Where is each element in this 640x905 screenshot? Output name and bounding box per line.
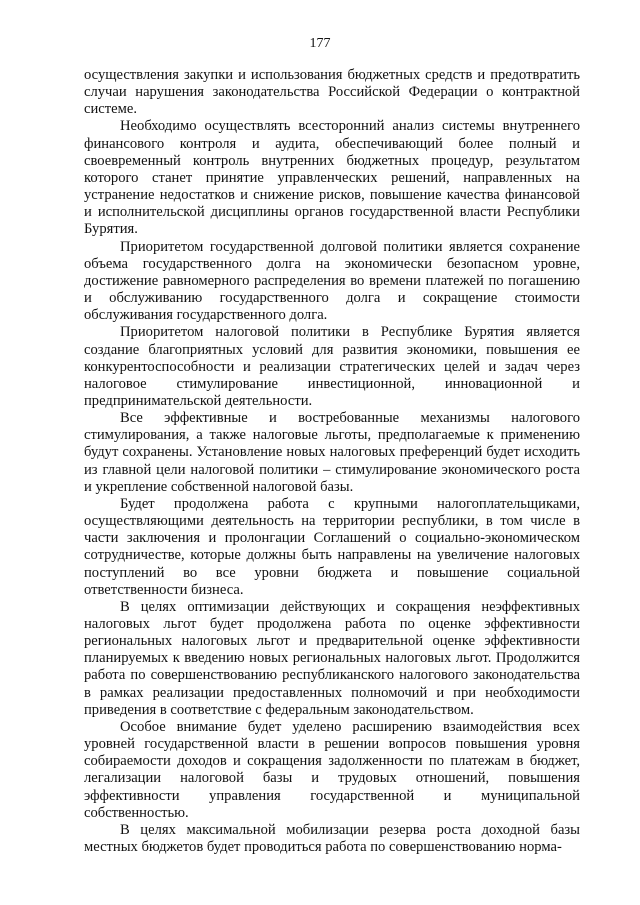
paragraph: В целях максимальной мобилизации резерва роста доходной базы местных бюджетов будет проводиться работа по совершенствованию норма- bbox=[84, 821, 580, 856]
page-number: 177 bbox=[309, 36, 331, 51]
paragraph: Необходимо осуществлять всесторонний анализ системы внутреннего финансового контроля и аудита, обеспечивающий более полный и своевременный контроль внутренних бюджетных процедур, результатом которого станет принятие управленческих решений, направленных на устранение недостатков и снижение рисков, повышение качества финансовой и исполнительской дисциплины органов государственной власти Республики Бурятия. bbox=[84, 118, 580, 238]
paragraph: В целях оптимизации действующих и сокращения неэффективных налоговых льгот будет продолжена работа по оценке эффективности региональных налоговых льгот и предварительной оценке эффективности планируемых к введению новых региональных налоговых льгот. Продолжится работа по совершенствованию республиканского налогового законодательства в рамках реализации предоставленных полномочий и при необходимости приведения в соответствие с федеральным законодательством. bbox=[84, 598, 580, 718]
paragraph: Приоритетом налоговой политики в Республике Бурятия является создание благоприятных условий для развития экономики, повышения ее конкурентоспособности и реализации стратегических целей и задач через налоговое стимулирование инвестиционной, инновационной и предпринимательской деятельности. bbox=[84, 324, 580, 409]
body-text bbox=[84, 67, 580, 856]
paragraph: Особое внимание будет уделено расширению взаимодействия всех уровней государственной власти в решении вопросов повышения уровня собираемости доходов и сокращения задолженности по платежам в бюджет, легализации налоговой базы и трудовых отношений, повышения эффективности управления государственной и муниципальной собственностью. bbox=[84, 718, 580, 821]
paragraph: осуществления закупки и использования бюджетных средств и предотвратить случаи нарушения законодательства Российской Федерации о контрактной системе. bbox=[84, 67, 580, 118]
paragraph: Будет продолжена работа с крупными налогоплательщиками, осуществляющими деятельность на территории республики, в том числе в части заключения и пролонгации Соглашений о социально-экономическом сотрудничестве, которые должны быть направлены на увеличение налоговых поступлений во все уровни бюджета и повышение социальной ответственности бизнеса. bbox=[84, 495, 580, 598]
paragraph: Приоритетом государственной долговой политики является сохранение объема государственного долга на экономически безопасном уровне, достижение равномерного распределения во времени платежей по погашению и обслуживанию государственного долга и сокращение стоимости обслуживания государственного долга. bbox=[84, 238, 580, 324]
paragraph: Все эффективные и востребованные механизмы налогового стимулирования, а также налоговые льготы, предполагаемые к применению будут сохранены. Установление новых налоговых преференций будет исходить из главной цели налоговой политики – стимулирование экономического роста и укрепление собственной налоговой базы. bbox=[84, 410, 580, 495]
